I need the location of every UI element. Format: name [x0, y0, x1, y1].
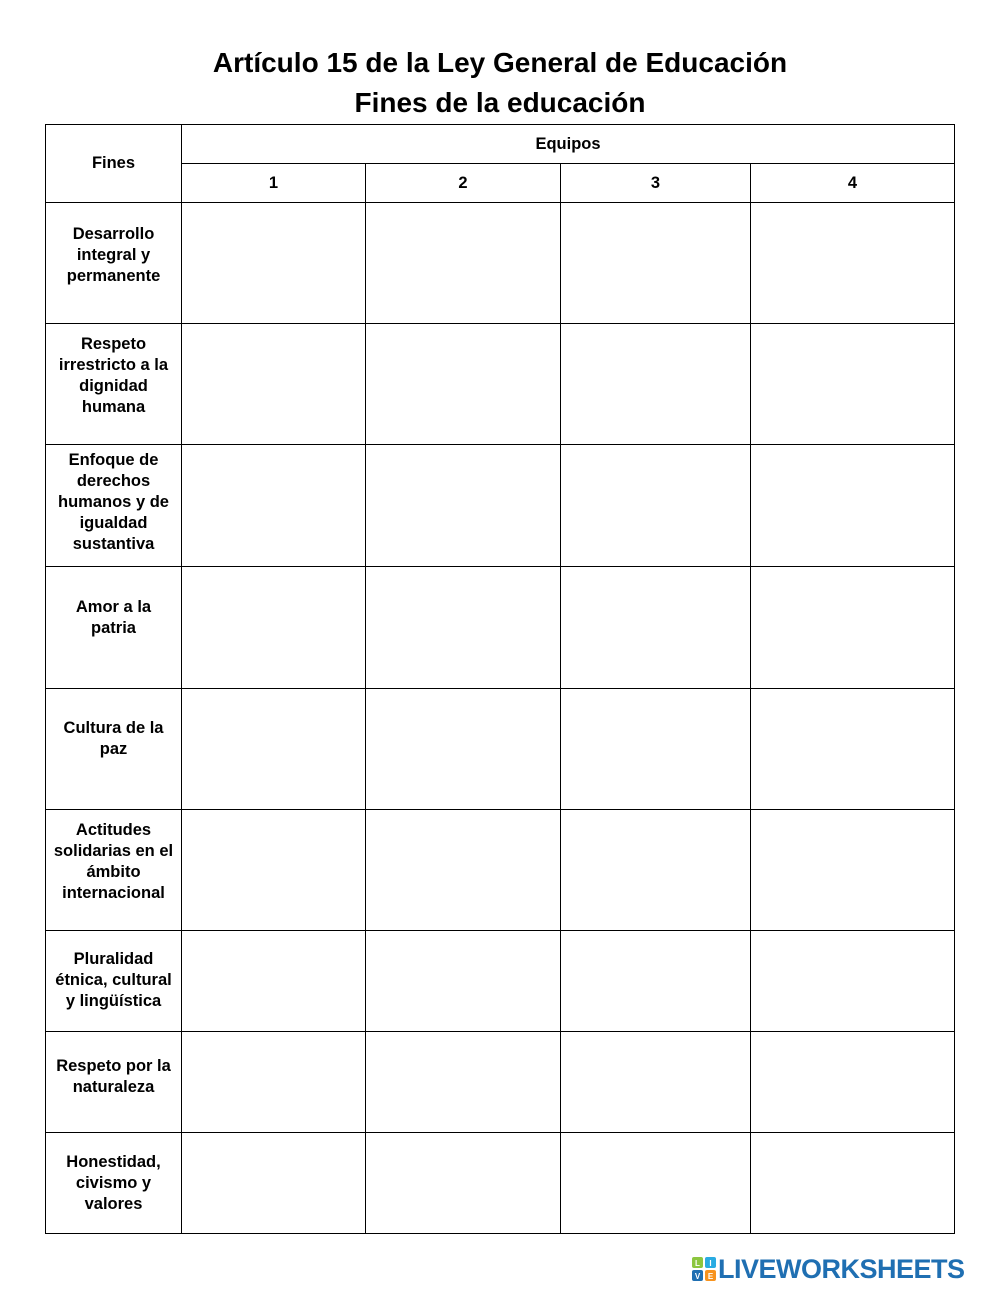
fin-label: Actitudes solidarias en el ámbito internacional — [46, 810, 182, 931]
fines-table — [45, 124, 955, 1234]
answer-cell[interactable] — [751, 203, 955, 324]
answer-cell[interactable] — [751, 1133, 955, 1234]
answer-cell[interactable] — [751, 445, 955, 567]
answer-cell[interactable] — [366, 689, 561, 810]
answer-cell[interactable] — [182, 810, 366, 931]
answer-cell[interactable] — [366, 810, 561, 931]
answer-cell[interactable] — [366, 1032, 561, 1133]
answer-cell[interactable] — [561, 931, 751, 1032]
answer-cell[interactable] — [751, 810, 955, 931]
table-row — [46, 810, 955, 931]
table-row — [46, 1032, 955, 1133]
answer-cell[interactable] — [182, 1133, 366, 1234]
liveworksheets-logo-text: LIVEWORKSHEETS — [718, 1254, 965, 1284]
fin-label: Honestidad, civismo y valores — [46, 1133, 182, 1234]
answer-cell[interactable] — [182, 203, 366, 324]
equipo-header-2: 2 — [366, 164, 561, 203]
table-row — [46, 1133, 955, 1234]
answer-cell[interactable] — [561, 324, 751, 445]
answer-cell[interactable] — [751, 931, 955, 1032]
answer-cell[interactable] — [561, 203, 751, 324]
answer-cell[interactable] — [366, 1133, 561, 1234]
svg-text:E: E — [707, 1272, 714, 1281]
svg-text:I: I — [709, 1259, 712, 1268]
answer-cell[interactable] — [182, 445, 366, 567]
equipo-header-1: 1 — [182, 164, 366, 203]
answer-cell[interactable] — [366, 203, 561, 324]
svg-text:L: L — [695, 1259, 700, 1268]
answer-cell[interactable] — [182, 1032, 366, 1133]
fin-label: Respeto irrestricto a la dignidad humana — [46, 324, 182, 445]
fin-label: Amor a la patria — [46, 567, 182, 689]
svg-text:V: V — [694, 1272, 701, 1281]
page-subtitle: Fines de la educación — [354, 87, 646, 118]
answer-cell[interactable] — [751, 324, 955, 445]
answer-cell[interactable] — [751, 567, 955, 689]
answer-cell[interactable] — [561, 1133, 751, 1234]
fin-label: Cultura de la paz — [46, 689, 182, 810]
liveworksheets-logo-icon — [692, 1257, 716, 1281]
answer-cell[interactable] — [751, 1032, 955, 1133]
answer-cell[interactable] — [561, 689, 751, 810]
table-row — [46, 931, 955, 1032]
answer-cell[interactable] — [182, 324, 366, 445]
table-row — [46, 203, 955, 324]
answer-cell[interactable] — [366, 567, 561, 689]
answer-cell[interactable] — [561, 810, 751, 931]
equipo-header-4: 4 — [751, 164, 955, 203]
fin-label: Enfoque de derechos humanos y de igualdad sustantiva — [46, 445, 182, 567]
answer-cell[interactable] — [366, 931, 561, 1032]
equipos-header: Equipos — [182, 125, 955, 164]
answer-cell[interactable] — [366, 324, 561, 445]
answer-cell[interactable] — [182, 931, 366, 1032]
answer-cell[interactable] — [561, 1032, 751, 1133]
answer-cell[interactable] — [751, 689, 955, 810]
page-title: Artículo 15 de la Ley General de Educación — [212, 47, 788, 78]
liveworksheets-logo — [692, 1256, 965, 1282]
table-row — [46, 324, 955, 445]
table-row — [46, 689, 955, 810]
equipo-header-3: 3 — [561, 164, 751, 203]
fines-header: Fines — [46, 125, 182, 203]
answer-cell[interactable] — [561, 567, 751, 689]
table-row — [46, 445, 955, 567]
answer-cell[interactable] — [561, 445, 751, 567]
fin-label: Desarrollo integral y permanente — [46, 203, 182, 324]
answer-cell[interactable] — [182, 567, 366, 689]
answer-cell[interactable] — [366, 445, 561, 567]
answer-cell[interactable] — [182, 689, 366, 810]
table-row — [46, 567, 955, 689]
fin-label: Respeto por la naturaleza — [46, 1032, 182, 1133]
fin-label: Pluralidad étnica, cultural y lingüística — [46, 931, 182, 1032]
